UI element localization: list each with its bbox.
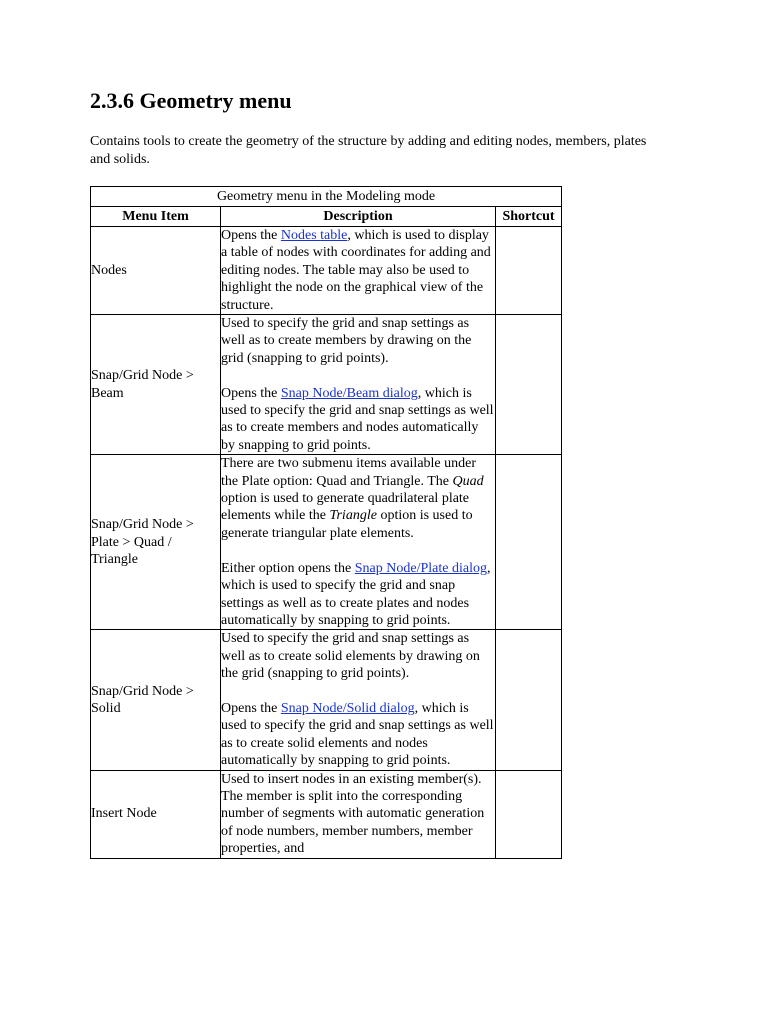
table-row-insert-node (91, 770, 562, 858)
table-row-snap-beam (91, 315, 562, 455)
description-cell (221, 455, 496, 630)
header-shortcut: Shortcut (496, 207, 562, 227)
description-text: Used to specify the grid and snap settings as well as to create members by drawing on the grid (snapping to grid points). (221, 316, 472, 366)
description-text: Opens the (221, 385, 281, 401)
shortcut-cell (496, 227, 562, 315)
menu-item-cell: Snap/Grid Node > Solid (91, 630, 221, 770)
description-text: option is used to generate quadrilateral plate elements while the (221, 491, 470, 524)
description-cell (221, 630, 496, 770)
description-text: Used to specify the grid and snap settings as well as to create solid elements by drawing on the grid (snapping to grid points). (221, 631, 480, 682)
menu-item-cell: Snap/Grid Node > Beam (91, 315, 221, 455)
description-cell (221, 770, 496, 858)
shortcut-cell (496, 315, 562, 455)
description-cell (221, 315, 496, 455)
snap-node-plate-dialog-link[interactable]: Snap Node/Plate dialog (354, 560, 487, 576)
table-row-snap-plate (91, 455, 562, 630)
description-text: , which is used to specify the grid and snap settings as well as to create plates and nodes automatically by snapping to grid points. (221, 560, 491, 628)
shortcut-cell (496, 455, 562, 630)
shortcut-cell (496, 770, 562, 858)
menu-item-cell: Nodes (91, 227, 221, 315)
table-header-row (91, 207, 562, 227)
table-caption-row (91, 187, 562, 207)
menu-item-cell: Snap/Grid Node > Plate > Quad / Triangle (91, 455, 221, 630)
description-text: Opens the (221, 700, 281, 716)
description-text: There are two submenu items available under the Plate option: Quad and Triangle. The (221, 456, 477, 489)
table-row-snap-solid (91, 630, 562, 770)
description-text: Opens the (221, 228, 281, 243)
geometry-menu-table (90, 186, 562, 859)
quad-emphasis: Quad (452, 473, 484, 489)
triangle-emphasis: Triangle (329, 508, 377, 524)
snap-node-beam-dialog-link[interactable]: Snap Node/Beam dialog (280, 385, 418, 401)
shortcut-cell (496, 630, 562, 770)
table-row-nodes (91, 227, 562, 315)
intro-paragraph: Contains tools to create the geometry of the structure by adding and editing nodes, members, plates and solids. (90, 134, 647, 167)
nodes-table-link[interactable]: Nodes table (280, 228, 348, 243)
description-paragraph (221, 455, 495, 542)
section-heading: 2.3.6 Geometry menu (90, 88, 292, 113)
description-text: , which is used to display a table of nodes with coordinates for adding and editing nodes. The table may also be used to highlight the node on the graphical view of the structure. (221, 228, 491, 313)
description-text: option is used to generate triangular plate elements. (221, 508, 473, 541)
table-caption: Geometry menu in the Modeling mode (91, 187, 562, 207)
header-menu-item: Menu Item (91, 207, 221, 227)
description-text: , which is used to specify the grid and snap settings as well as to create members and nodes automatically by snapping to grid points. (221, 385, 494, 453)
description-text: , which is used to specify the grid and snap settings as well as to create solid elements and nodes automatically by snapping to grid points. (221, 700, 494, 769)
description-text: Used to insert nodes in an existing member(s). The member is split into the corresponding number of segments with automatic generation of node numbers, member numbers, member properties, and (221, 771, 485, 857)
menu-item-cell: Insert Node (91, 770, 221, 858)
snap-node-solid-dialog-link[interactable]: Snap Node/Solid dialog (280, 700, 415, 716)
header-description: Description (221, 207, 496, 227)
description-text: Either option opens the (221, 560, 355, 576)
description-cell (221, 227, 496, 315)
